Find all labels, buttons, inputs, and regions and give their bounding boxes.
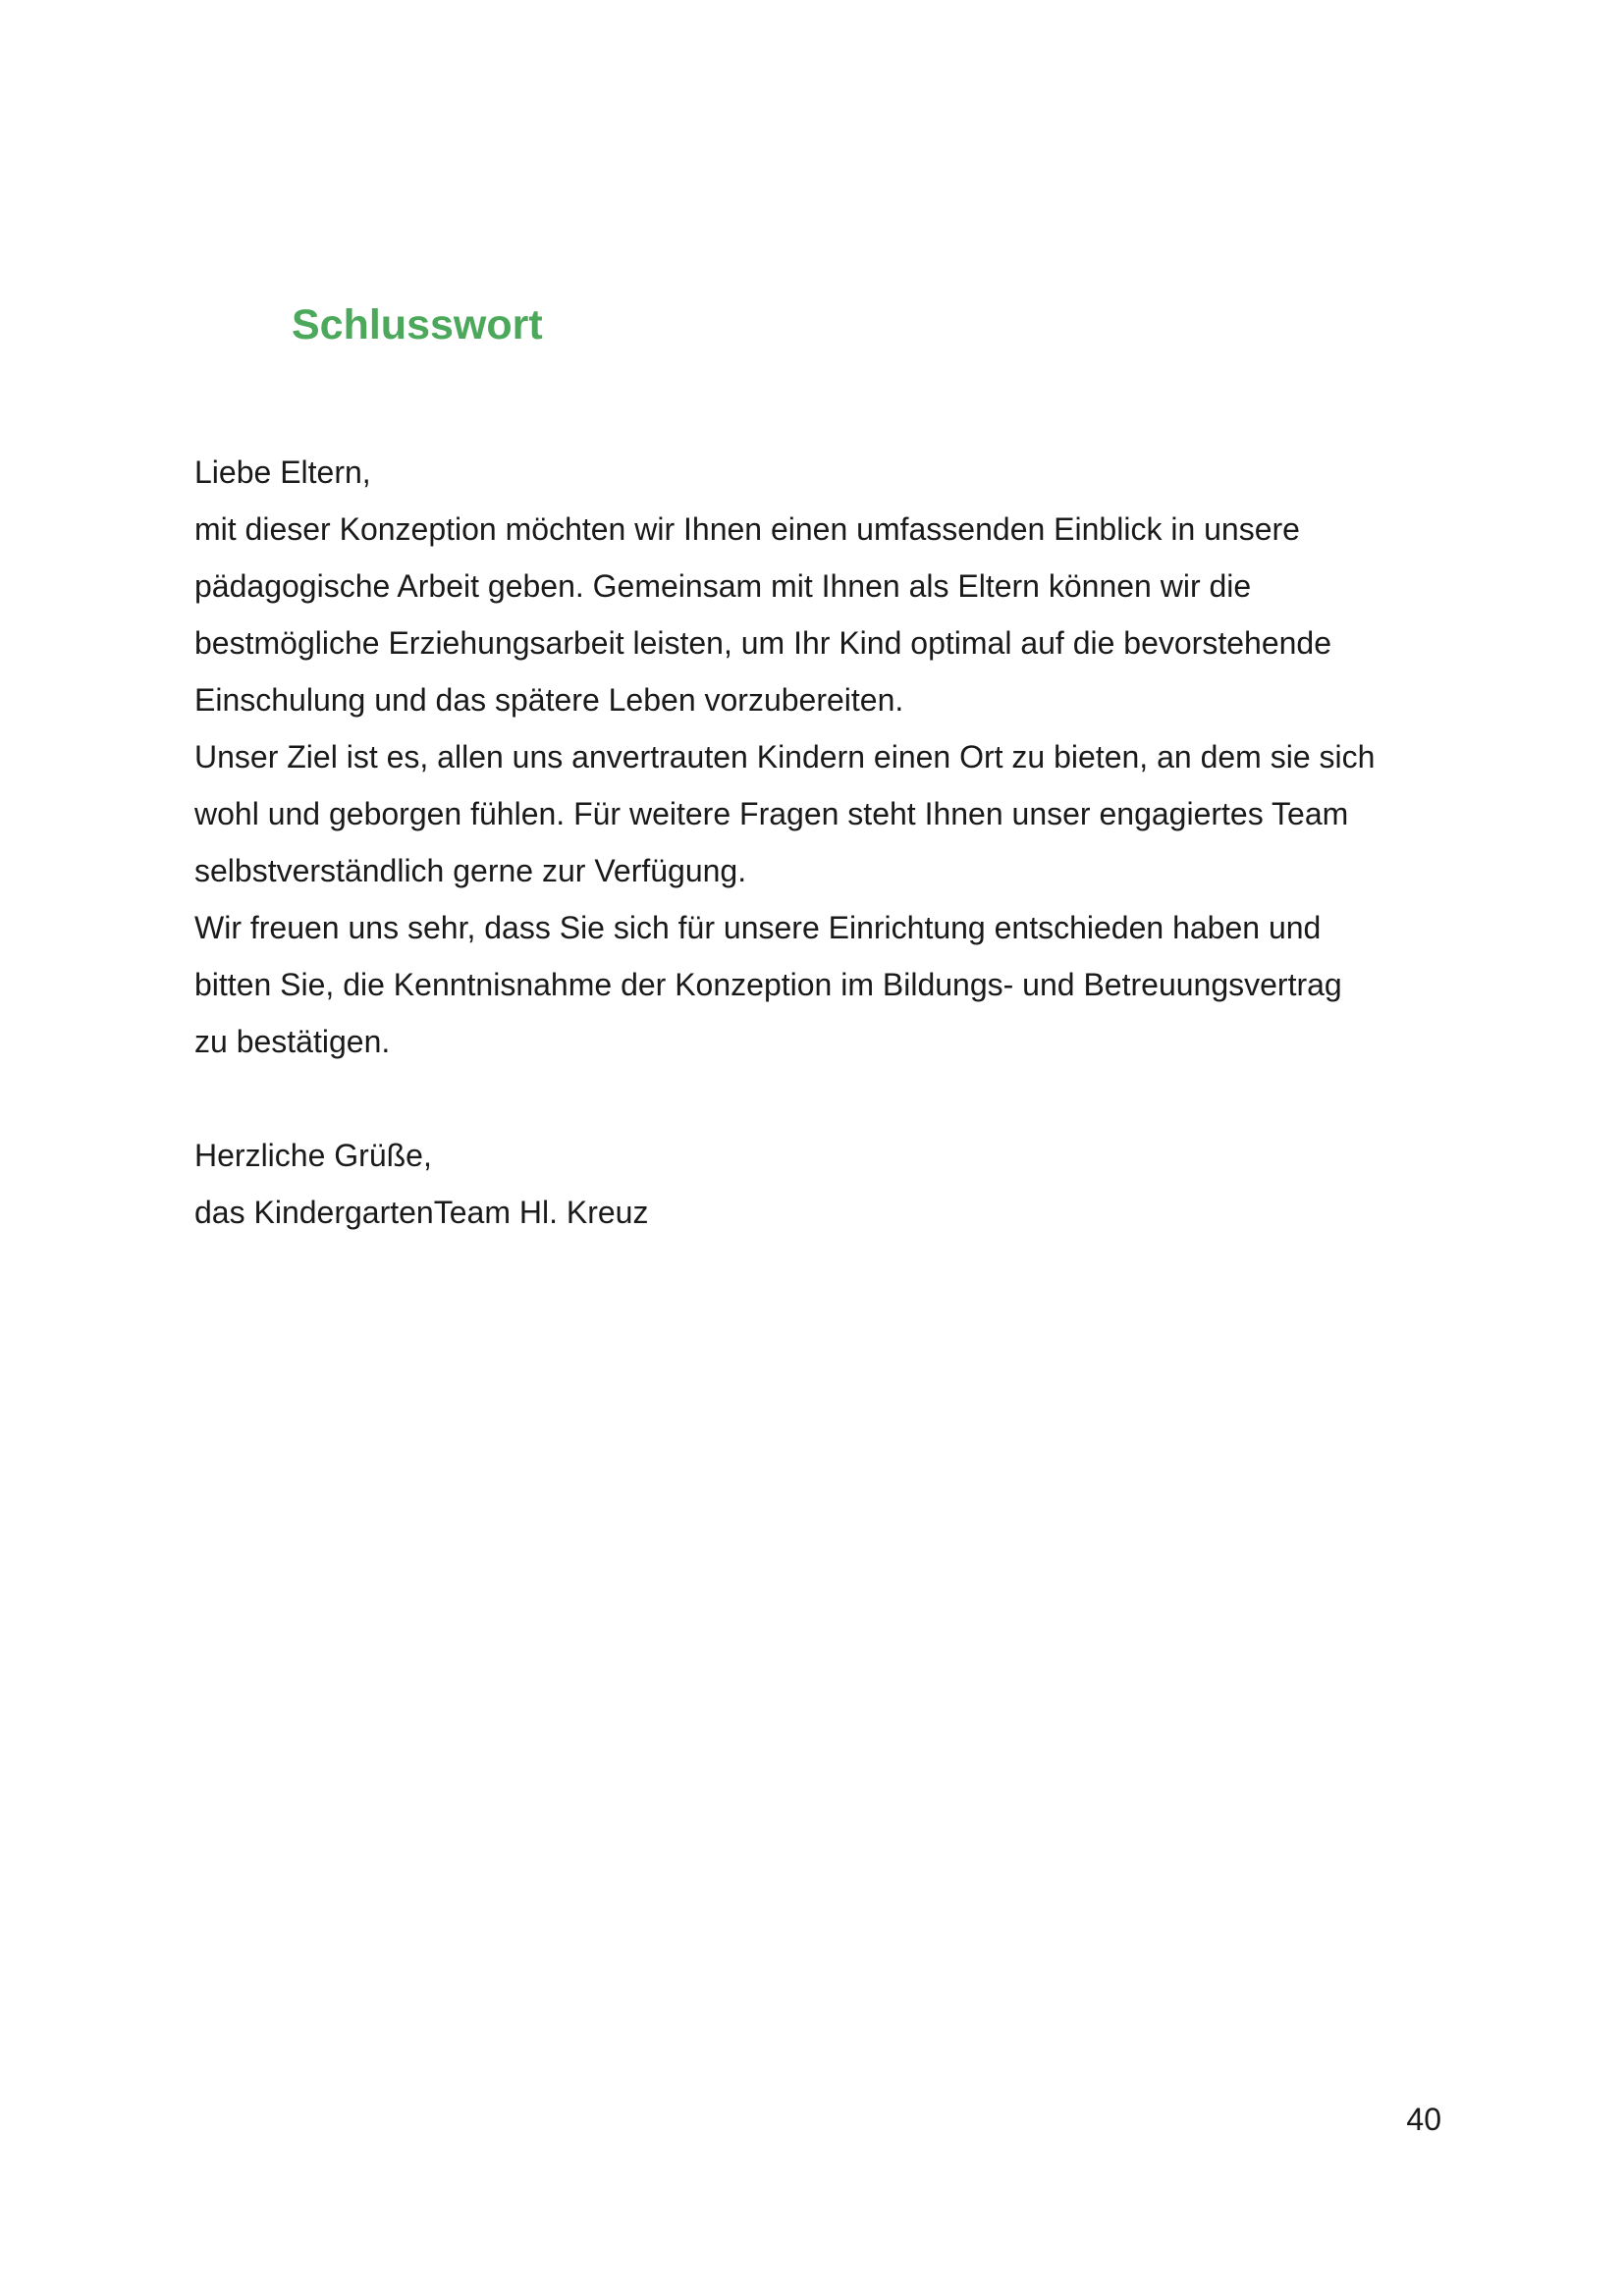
paragraph-line: Unser Ziel ist es, allen uns anvertrauten Kindern einen Ort zu bieten, an dem sie sich (194, 739, 1376, 774)
paragraph-line: zu bestätigen. (194, 1024, 391, 1059)
paragraph-spacer (194, 1070, 1500, 1127)
signature: das KindergartenTeam Hl. Kreuz (194, 1195, 649, 1230)
paragraph-line: Wir freuen uns sehr, dass Sie sich für unsere Einrichtung entschieden haben und (194, 910, 1322, 945)
paragraph-line: bestmögliche Erziehungsarbeit leisten, um Ihr Kind optimal auf die bevorstehende (194, 625, 1331, 661)
paragraph-line: mit dieser Konzeption möchten wir Ihnen einen umfassenden Einblick in unsere (194, 511, 1300, 547)
page-title: Schlusswort (292, 301, 543, 348)
paragraph-line: wohl und geborgen fühlen. Für weitere Fragen steht Ihnen unser engagiertes Team (194, 796, 1349, 831)
letter-body (194, 444, 1500, 1241)
page-number: 40 (1406, 2102, 1441, 2137)
salutation: Liebe Eltern, (194, 454, 371, 490)
paragraph-line: Einschulung und das spätere Leben vorzubereiten. (194, 682, 904, 718)
paragraph-line: selbstverständlich gerne zur Verfügung. (194, 853, 747, 888)
closing: Herzliche Grüße, (194, 1138, 432, 1173)
paragraph-line: pädagogische Arbeit geben. Gemeinsam mit Ihnen als Eltern können wir die (194, 568, 1252, 604)
paragraph-line: bitten Sie, die Kenntnisnahme der Konzeption im Bildungs- und Betreuungsvertrag (194, 967, 1342, 1002)
